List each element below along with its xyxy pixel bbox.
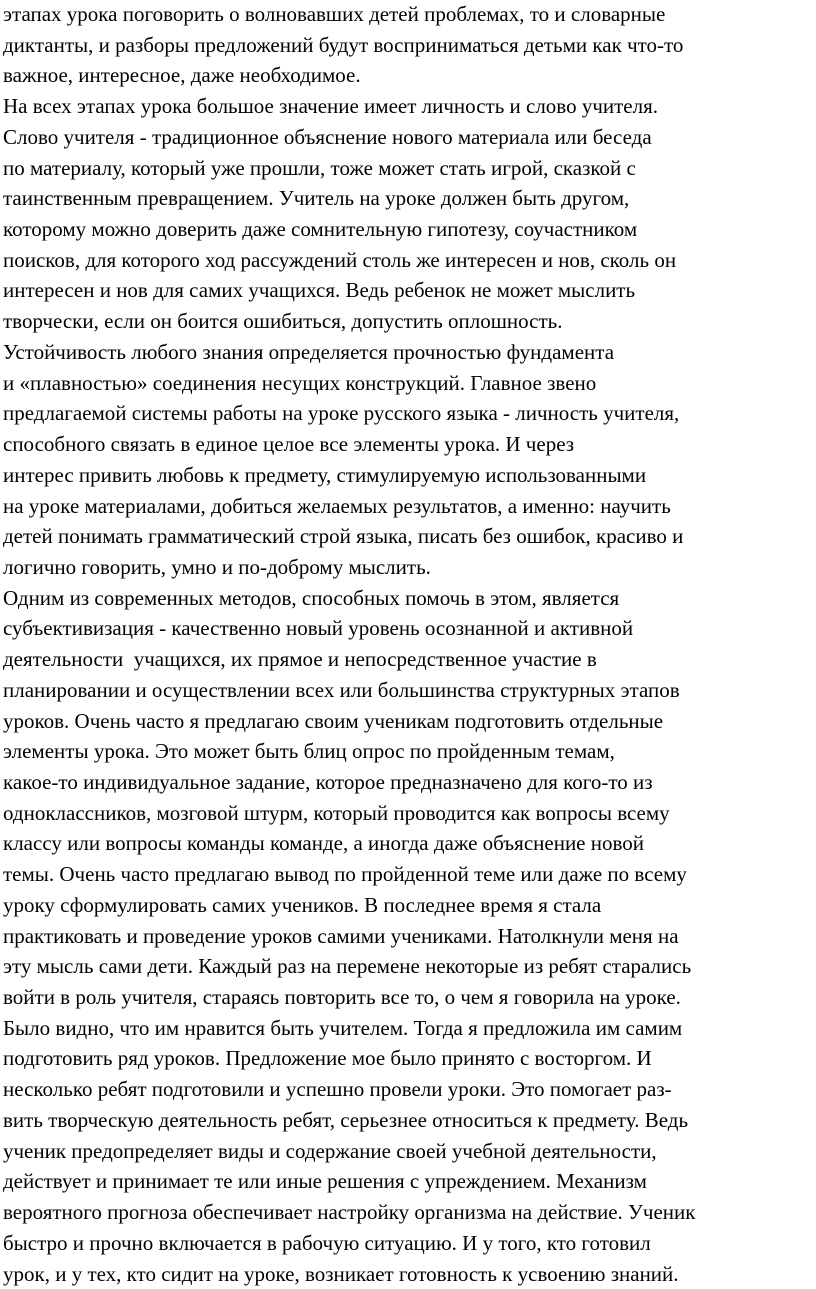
text-line: логично говорить, умно и по-доброму мыслить. xyxy=(3,554,431,579)
text-line: быстро и прочно включается в рабочую ситуацию. И у того, кто готовил xyxy=(3,1230,651,1255)
text-line: одноклассников, мозговой штурм, который проводится как вопросы всему xyxy=(3,800,670,825)
text-line: таинственным превращением. Учитель на уроке должен быть другом, xyxy=(3,186,630,211)
text-line: элементы урока. Это может быть блиц опрос по пройденным темам, xyxy=(3,739,615,764)
text-line: Устойчивость любого знания определяется прочностью фундамента xyxy=(3,339,615,364)
text-line: На всех этапах урока большое значение имеет личность и слово учителя. xyxy=(3,94,659,119)
text-line: уроку сформулировать самих учеников. В последнее время я стала xyxy=(3,892,602,917)
text-line: субъективизация - качественно новый уровень осознанной и активной xyxy=(3,616,634,641)
text-line: Было видно, что им нравится быть учителем. Тогда я предложила им самим xyxy=(3,1015,683,1040)
text-line: важное, интересное, даже необходимое. xyxy=(3,63,361,88)
text-line: подготовить ряд уроков. Предложение мое было принято с восторгом. И xyxy=(3,1046,652,1071)
text-line: планировании и осуществлении всех или большинства структурных этапов xyxy=(3,677,680,702)
text-line: на уроке материалами, добиться желаемых результатов, а именно: научить xyxy=(3,493,671,518)
text-line: Слово учителя - традиционное объяснение нового материала или беседа xyxy=(3,124,652,149)
text-line: Одним из современных методов, способных помочь в этом, является xyxy=(3,585,620,610)
text-line: интерес привить любовь к предмету, стимулируемую использованными xyxy=(3,462,647,487)
text-line: классу или вопросы команды команде, а иногда даже объяснение новой xyxy=(3,831,645,856)
text-line: несколько ребят подготовили и успешно провели уроки. Это помогает раз- xyxy=(3,1077,672,1102)
text-line: вить творческую деятельность ребят, серьезнее относиться к предмету. Ведь xyxy=(3,1107,689,1132)
text-line: поисков, для которого ход рассуждений столь же интересен и нов, сколь он xyxy=(3,247,677,272)
text-line: этапах урока поговорить о волновавших детей проблемах, то и словарные xyxy=(3,2,666,26)
text-line: деятельности учащихся, их прямое и непосредственное участие в xyxy=(3,647,597,672)
text-line: детей понимать грамматический строй языка, писать без ошибок, красиво и xyxy=(3,524,684,549)
text-line: действует и принимает те или иные решения с упреждением. Механизм xyxy=(3,1169,647,1194)
text-line: темы. Очень часто предлагаю вывод по пройденной теме или даже по всему xyxy=(3,862,687,887)
text-line: ученик предопределяет виды и содержание своей учебной деятельности, xyxy=(3,1138,657,1163)
text-line: диктанты, и разборы предложений будут восприниматься детьми как что-то xyxy=(3,32,684,57)
text-line: какое-то индивидуальное задание, которое предназначено для кого-то из xyxy=(3,770,653,794)
text-line: и «плавностью» соединения несущих конструкций. Главное звено xyxy=(3,370,597,395)
text-line: урок, и у тех, кто сидит на уроке, возникает готовность к усвоению знаний. xyxy=(3,1261,679,1286)
text-line: практиковать и проведение уроков самими учениками. Натолкнули меня на xyxy=(3,923,679,948)
text-line: которому можно доверить даже сомнительную гипотезу, соучастником xyxy=(3,217,638,242)
text-line: интересен и нов для самих учащихся. Ведь ребенок не может мыслить xyxy=(3,278,636,303)
text-line: уроков. Очень часто я предлагаю своим ученикам подготовить отдельные xyxy=(3,708,664,733)
text-line: способного связать в единое целое все элементы урока. И через xyxy=(3,432,575,457)
text-line: вероятного прогноза обеспечивает настройку организма на действие. Ученик xyxy=(3,1200,696,1225)
text-line: эту мысль сами дети. Каждый раз на перемене некоторые из ребят старались xyxy=(3,954,692,979)
text-line: творчески, если он боится ошибиться, допустить оплошность. xyxy=(3,309,563,334)
text-line: предлагаемой системы работы на уроке русского языка - личность учителя, xyxy=(3,401,680,426)
text-line: войти в роль учителя, стараясь повторить все то, о чем я говорила на уроке. xyxy=(3,985,681,1010)
text-line: по материалу, который уже прошли, тоже может стать игрой, сказкой с xyxy=(3,155,636,180)
